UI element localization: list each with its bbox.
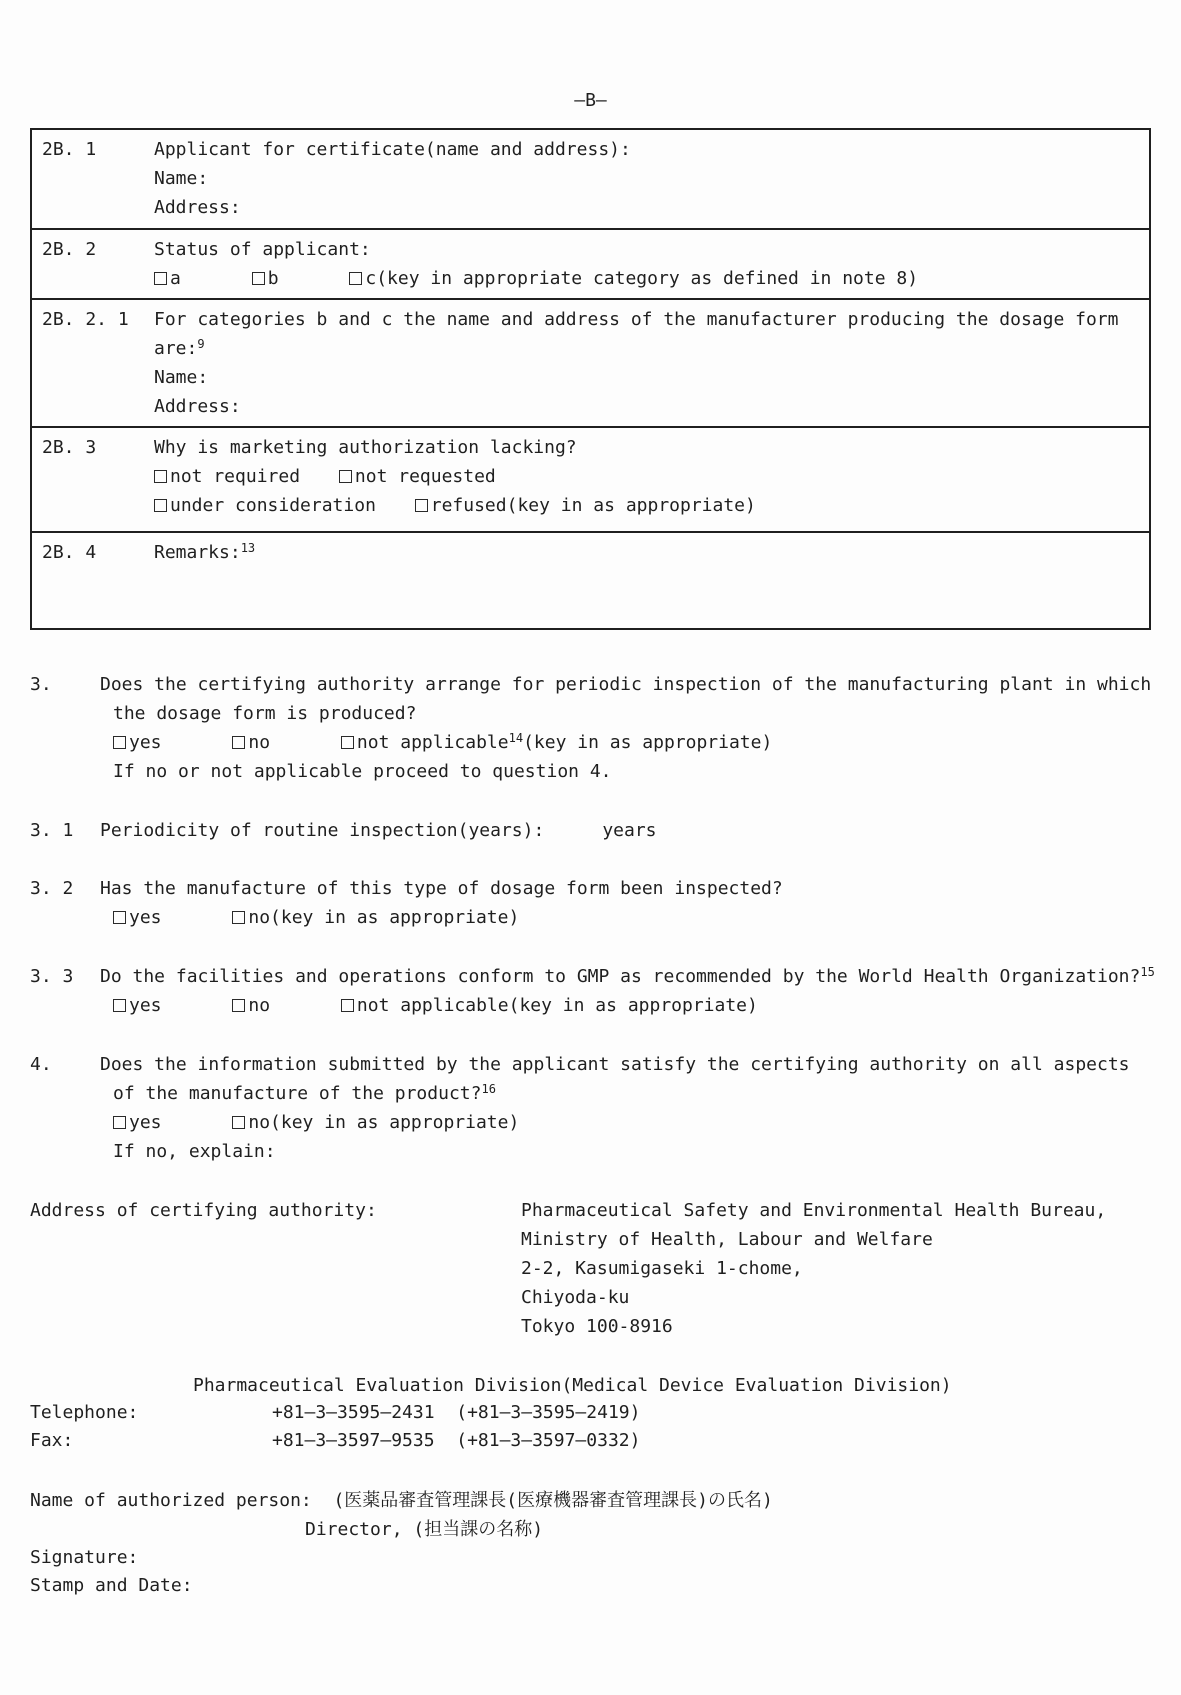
question-line2: of the manufacture of the product?$^{16}$ <box>113 1082 496 1104</box>
checkbox-yes[interactable] <box>113 999 126 1012</box>
option-label: c <box>365 268 377 289</box>
lacking-options-row2 <box>154 491 1149 520</box>
option-label: not requested <box>354 466 496 487</box>
section-number: 3. 2 <box>30 878 74 899</box>
options-note: (key in as appropriate) <box>523 732 773 753</box>
director-line: Director, (担当課の名称) <box>305 1519 544 1540</box>
signature-label: Signature: <box>30 1547 139 1568</box>
options-row <box>100 903 1170 932</box>
option-label: not applicable <box>356 732 509 753</box>
section-3-1 <box>30 816 1170 845</box>
form-table <box>30 128 1151 630</box>
division-line: Pharmaceutical Evaluation Division(Medical Device Evaluation Division) <box>193 1375 952 1396</box>
authority-address <box>521 1196 1106 1341</box>
lacking-options-row1 <box>154 462 1149 491</box>
section-number: 3. 3 <box>30 966 74 987</box>
instruction-note: If no or not applicable proceed to question 4. <box>113 761 612 782</box>
options-note: (key in as appropriate) <box>506 495 756 516</box>
footnote-ref-14: 14 <box>508 731 524 745</box>
footnote-ref-13: 13 <box>240 541 256 555</box>
checkbox-yes[interactable] <box>113 911 126 924</box>
checkbox-status-a[interactable] <box>154 272 167 285</box>
fax-line <box>30 1426 640 1455</box>
checkbox-yes[interactable] <box>113 736 126 749</box>
option-label: yes <box>129 995 162 1016</box>
checkbox-refused[interactable] <box>415 499 428 512</box>
table-row-2b3 <box>32 428 1149 533</box>
name-field-label: Name: <box>154 367 209 388</box>
authorized-person-value: (医薬品審査管理課長(医療機器審査管理課長)の氏名) <box>333 1490 773 1511</box>
options-note: (key in as appropriate) <box>270 1112 520 1133</box>
question-line2: the dosage form is produced? <box>113 703 417 724</box>
authority-address-label: Address of certifying authority: <box>30 1200 377 1221</box>
options-note: (key in as appropriate) <box>270 907 520 928</box>
section-number: 3. <box>30 674 52 695</box>
table-row-2b2 <box>32 230 1149 300</box>
address-field-label: Address: <box>154 396 241 417</box>
options-row <box>100 728 1170 757</box>
checkbox-no[interactable] <box>232 911 245 924</box>
row-number: 2B. 1 <box>42 139 97 160</box>
table-row-2b4 <box>32 533 1149 628</box>
option-label: a <box>170 268 181 289</box>
checkbox-not-requested[interactable] <box>339 470 352 483</box>
section-3-2 <box>30 874 1170 932</box>
options-row <box>100 991 1170 1020</box>
address-line: Tokyo 100-8916 <box>521 1316 673 1337</box>
options-note: (key in as appropriate) <box>508 995 758 1016</box>
years-suffix: years <box>602 820 657 841</box>
question-line1: Does the information submitted by the applicant satisfy the certifying authority on all aspects <box>100 1054 1130 1075</box>
address-line: Pharmaceutical Safety and Environmental Health Bureau, <box>521 1200 1107 1221</box>
question-line: Do the facilities and operations conform to GMP as recommended by the World Health Organization?$^{15}$ <box>100 965 1155 987</box>
name-field-label: Name: <box>154 168 209 189</box>
row-title-cont: are:$^9$ <box>154 337 205 359</box>
question-line1: Does the certifying authority arrange for periodic inspection of the manufacturing plant in which <box>100 674 1152 695</box>
table-row-2b2-1 <box>32 300 1149 428</box>
row-title: Why is marketing authorization lacking? <box>154 437 577 458</box>
option-label: yes <box>129 1112 162 1133</box>
table-row-2b1 <box>32 130 1149 230</box>
row-title: Applicant for certificate(name and address): <box>154 139 631 160</box>
option-label: b <box>267 268 279 289</box>
fax-label: Fax: <box>30 1430 74 1451</box>
option-label: under consideration <box>170 495 376 516</box>
option-label: no <box>248 732 271 753</box>
stamp-date-label: Stamp and Date: <box>30 1575 193 1596</box>
periodicity-line: Periodicity of routine inspection(years): years <box>100 820 657 841</box>
checkbox-no[interactable] <box>232 736 245 749</box>
checkbox-not-applicable[interactable] <box>341 999 354 1012</box>
option-label: yes <box>129 907 162 928</box>
row-number: 2B. 2 <box>42 239 97 260</box>
page-header: —B— <box>574 90 607 111</box>
section-number: 3. 1 <box>30 820 74 841</box>
footnote-ref-9: 9 <box>197 337 205 351</box>
checkbox-yes[interactable] <box>113 1116 126 1129</box>
certifying-authority-block <box>30 1196 1170 1356</box>
checkbox-no[interactable] <box>232 1116 245 1129</box>
address-field-label: Address: <box>154 197 241 218</box>
section-3-3 <box>30 962 1170 1020</box>
section-number: 4. <box>30 1054 52 1075</box>
authorized-person-label: Name of authorized person: <box>30 1490 312 1511</box>
option-label: not required <box>170 466 301 487</box>
section-4 <box>30 1050 1170 1166</box>
address-line: 2-2, Kasumigaseki 1-chome, <box>521 1258 803 1279</box>
option-label: no <box>248 907 271 928</box>
telephone-label: Telephone: <box>30 1402 139 1423</box>
checkbox-not-applicable[interactable] <box>341 736 354 749</box>
options-row <box>100 1108 1170 1137</box>
row-number: 2B. 3 <box>42 437 97 458</box>
authorized-person-line <box>30 1486 773 1515</box>
option-label: no <box>248 995 271 1016</box>
option-label: refused <box>430 495 507 516</box>
row-number: 2B. 2. 1 <box>42 309 129 330</box>
fax-value: +81—3—3597—9535 (+81—3—3597—0332) <box>272 1430 641 1451</box>
checkbox-status-b[interactable] <box>252 272 265 285</box>
checkbox-under-consideration[interactable] <box>154 499 167 512</box>
checkbox-not-required[interactable] <box>154 470 167 483</box>
section-3 <box>30 670 1170 786</box>
status-options <box>154 264 1149 293</box>
row-title: Status of applicant: <box>154 239 371 260</box>
row-number: 2B. 4 <box>42 542 97 563</box>
options-note: (key in appropriate category as defined in note 8) <box>376 268 919 289</box>
address-line: Chiyoda-ku <box>521 1287 630 1308</box>
question-line: Has the manufacture of this type of dosage form been inspected? <box>100 878 783 899</box>
telephone-line <box>30 1398 640 1427</box>
option-label: no <box>248 1112 271 1133</box>
option-label: not applicable <box>356 995 509 1016</box>
footnote-ref-15: 15 <box>1140 965 1155 979</box>
footnote-ref-16: 16 <box>481 1082 496 1096</box>
telephone-value: +81—3—3595—2431 (+81—3—3595—2419) <box>272 1402 641 1423</box>
option-label: yes <box>129 732 162 753</box>
row-title: For categories b and c the name and address of the manufacturer producing the dosage form <box>154 309 1119 330</box>
address-line: Ministry of Health, Labour and Welfare <box>521 1229 933 1250</box>
checkbox-no[interactable] <box>232 999 245 1012</box>
instruction-note: If no, explain: <box>113 1141 276 1162</box>
checkbox-status-c[interactable] <box>349 272 362 285</box>
row-title: Remarks:$^{13}$ <box>154 541 256 563</box>
